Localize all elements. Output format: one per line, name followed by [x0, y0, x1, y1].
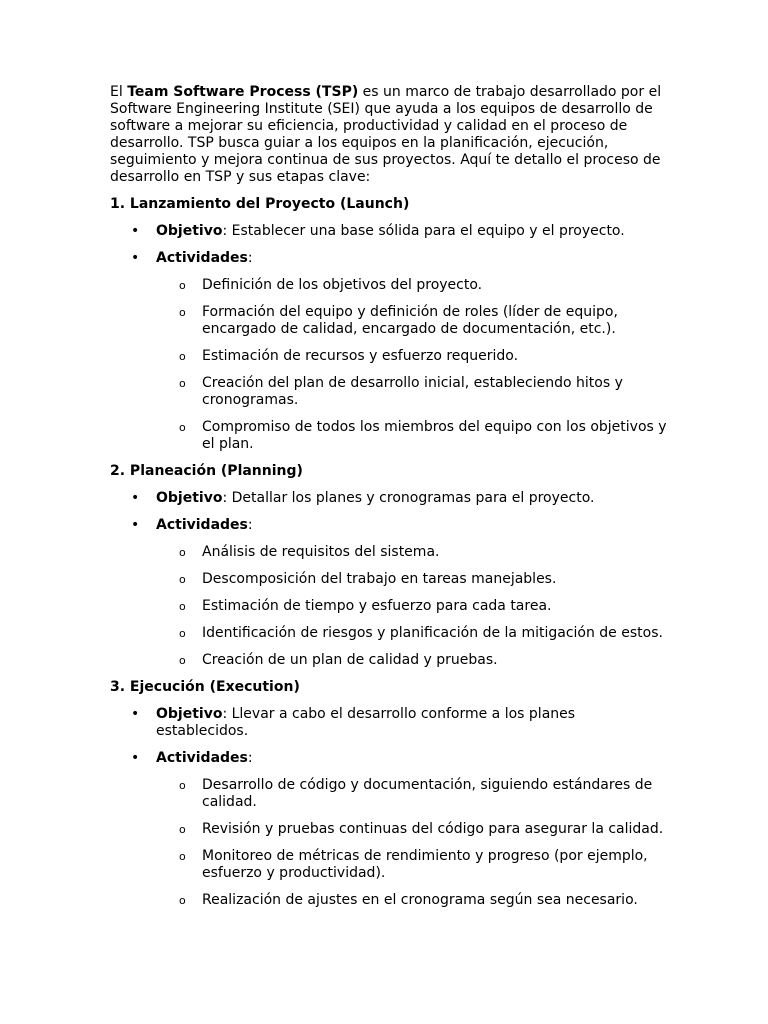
activities-colon: : — [247, 517, 253, 533]
circle-bullet-icon: o — [179, 894, 186, 907]
activities-colon: : — [247, 250, 253, 266]
section-title: 1. Lanzamiento del Proyecto (Launch) — [110, 196, 410, 212]
activity-item — [110, 777, 670, 811]
bullet-icon: • — [131, 517, 140, 533]
section-title: 2. Planeación (Planning) — [110, 463, 303, 479]
intro-paragraph — [110, 84, 670, 186]
circle-bullet-icon: o — [179, 573, 186, 586]
circle-bullet-icon: o — [179, 421, 186, 434]
circle-bullet-icon: o — [179, 823, 186, 836]
activity-item — [110, 625, 670, 642]
bullet-icon: • — [131, 250, 140, 266]
objective-text: : Llevar a cabo el desarrollo conforme a los planes establecidos. — [156, 706, 576, 739]
activity-text: Estimación de recursos y esfuerzo requerido. — [202, 348, 519, 364]
activity-text: Creación del plan de desarrollo inicial, estableciendo hitos y cronogramas. — [202, 375, 623, 408]
activity-text: Desarrollo de código y documentación, siguiendo estándares de calidad. — [202, 777, 653, 810]
objective-label: Objetivo — [156, 490, 223, 506]
activities-label: Actividades — [156, 517, 248, 533]
activity-text: Revisión y pruebas continuas del código para asegurar la calidad. — [202, 821, 664, 837]
activity-text: Estimación de tiempo y esfuerzo para cada tarea. — [202, 598, 552, 614]
activities-label: Actividades — [156, 250, 248, 266]
objective-label: Objetivo — [156, 706, 223, 722]
sections-container — [110, 196, 670, 909]
activities-list — [110, 277, 670, 453]
activity-item — [110, 652, 670, 669]
objective-item — [110, 706, 670, 740]
circle-bullet-icon: o — [179, 654, 186, 667]
activity-item — [110, 277, 670, 294]
activity-text: Descomposición del trabajo en tareas manejables. — [202, 571, 557, 587]
circle-bullet-icon: o — [179, 627, 186, 640]
activities-item — [110, 750, 670, 767]
section — [110, 679, 670, 909]
bullet-icon: • — [131, 706, 140, 722]
activity-item — [110, 304, 670, 338]
circle-bullet-icon: o — [179, 600, 186, 613]
section-bullet-list — [110, 223, 670, 267]
activity-text: Análisis de requisitos del sistema. — [202, 544, 440, 560]
activity-item — [110, 375, 670, 409]
activity-item — [110, 571, 670, 588]
objective-label: Objetivo — [156, 223, 223, 239]
activities-label: Actividades — [156, 750, 248, 766]
activities-list — [110, 777, 670, 909]
activity-item — [110, 544, 670, 561]
section-title: 3. Ejecución (Execution) — [110, 679, 300, 695]
bullet-icon: • — [131, 223, 140, 239]
activity-item — [110, 348, 670, 365]
circle-bullet-icon: o — [179, 546, 186, 559]
circle-bullet-icon: o — [179, 779, 186, 792]
activity-text: Compromiso de todos los miembros del equipo con los objetivos y el plan. — [202, 419, 667, 452]
bullet-icon: • — [131, 490, 140, 506]
activity-text: Identificación de riesgos y planificación de la mitigación de estos. — [202, 625, 663, 641]
activity-item — [110, 892, 670, 909]
activity-item — [110, 848, 670, 882]
section — [110, 463, 670, 669]
circle-bullet-icon: o — [179, 377, 186, 390]
objective-item — [110, 223, 670, 240]
activities-colon: : — [247, 750, 253, 766]
activities-item — [110, 250, 670, 267]
activity-item — [110, 821, 670, 838]
section-bullet-list — [110, 706, 670, 767]
activities-item — [110, 517, 670, 534]
document-page — [110, 84, 670, 909]
activity-item — [110, 419, 670, 453]
section — [110, 196, 670, 453]
activity-item — [110, 598, 670, 615]
objective-text: : Detallar los planes y cronogramas para el proyecto. — [222, 490, 595, 506]
activity-text: Formación del equipo y definición de roles (líder de equipo, encargado de calidad, encargado de documentación, etc.). — [202, 304, 618, 337]
bullet-icon: • — [131, 750, 140, 766]
intro-text: es un marco de trabajo desarrollado por el Software Engineering Institute (SEI) que ayuda a los equipos de desarrollo de software a mejorar su eficiencia, productividad y calidad en el proceso de desarrollo. TSP busca guiar a los equipos en la planificación, ejecución, seguimiento y mejora continua de sus proyectos. Aquí te detallo el proceso de desarrollo en TSP y sus etapas clave: — [110, 84, 662, 185]
activities-list — [110, 544, 670, 669]
activity-text: Monitoreo de métricas de rendimiento y progreso (por ejemplo, esfuerzo y productividad). — [202, 848, 648, 881]
activity-text: Realización de ajustes en el cronograma según sea necesario. — [202, 892, 638, 908]
circle-bullet-icon: o — [179, 279, 186, 292]
intro-bold-term: Team Software Process (TSP) — [127, 84, 359, 100]
activity-text: Definición de los objetivos del proyecto. — [202, 277, 483, 293]
activity-text: Creación de un plan de calidad y pruebas. — [202, 652, 498, 668]
intro-prefix: El — [110, 84, 128, 100]
circle-bullet-icon: o — [179, 350, 186, 363]
objective-text: : Establecer una base sólida para el equipo y el proyecto. — [222, 223, 625, 239]
circle-bullet-icon: o — [179, 850, 186, 863]
objective-item — [110, 490, 670, 507]
section-bullet-list — [110, 490, 670, 534]
circle-bullet-icon: o — [179, 306, 186, 319]
